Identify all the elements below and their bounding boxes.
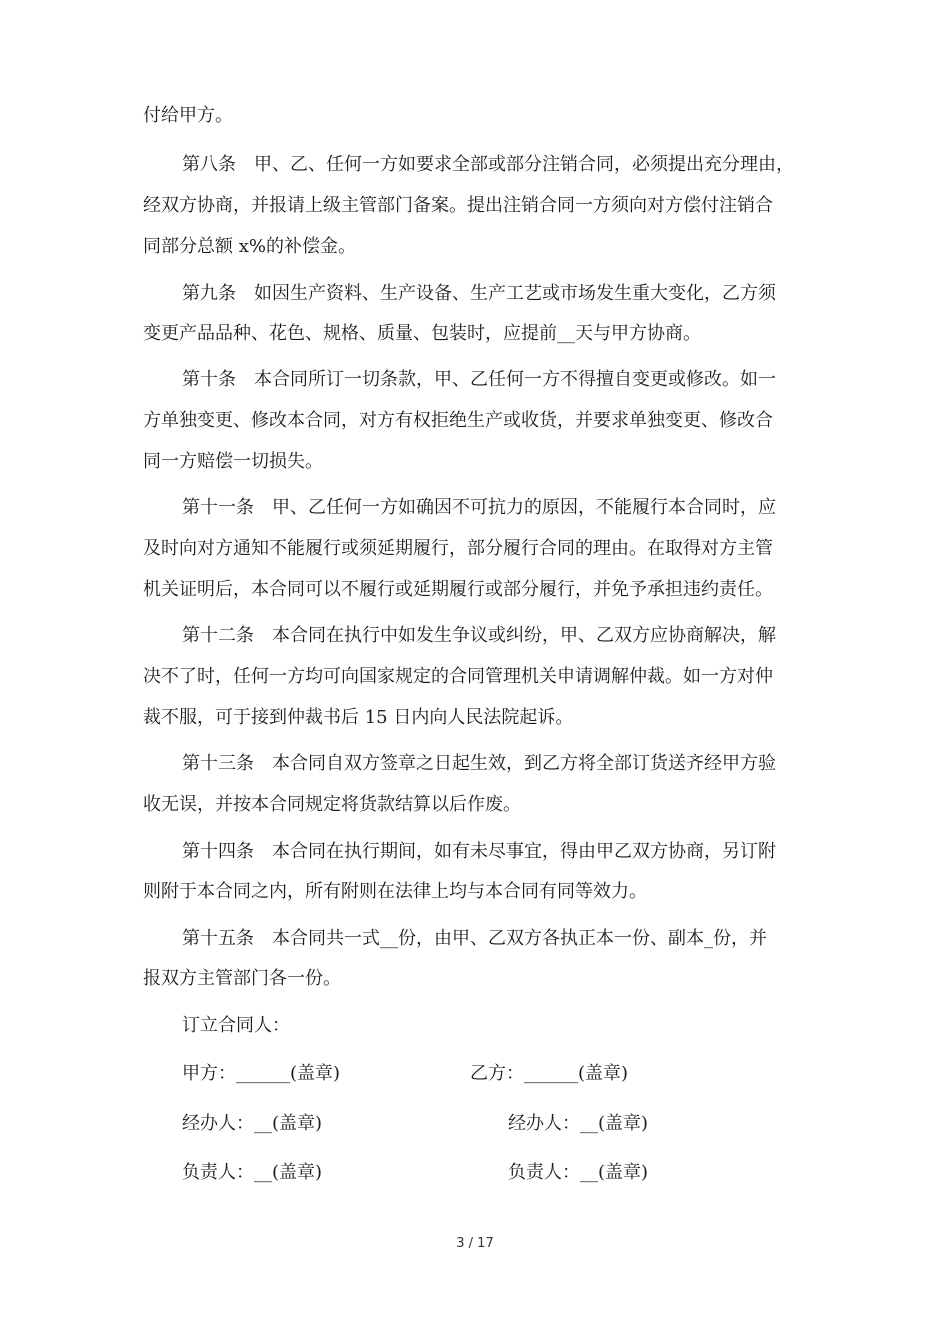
article-8-line: 经双方协商，并报请上级主管部门备案。提出注销合同一方须向对方偿付注销合 bbox=[143, 195, 773, 216]
article-11-line: 第十一条 甲、乙任何一方如确因不可抗力的原因，不能履行本合同时，应 bbox=[182, 497, 776, 518]
party-a-signature: 甲方：______(盖章) bbox=[182, 1063, 341, 1084]
head-a-signature: 负责人：__(盖章) bbox=[182, 1162, 323, 1183]
article-9-line: 变更产品品种、花色、规格、质量、包装时，应提前__天与甲方协商。 bbox=[143, 323, 701, 344]
article-13-line: 收无误，并按本合同规定将货款结算以后作废。 bbox=[143, 794, 521, 815]
article-12-line: 决不了时，任何一方均可向国家规定的合同管理机关申请调解仲裁。如一方对仲 bbox=[143, 666, 773, 687]
signatories-heading: 订立合同人： bbox=[182, 1015, 290, 1036]
article-11-line: 机关证明后，本合同可以不履行或延期履行或部分履行，并免予承担违约责任。 bbox=[143, 579, 773, 600]
article-12-line: 裁不服，可于接到仲裁书后 15 日内向人民法院起诉。 bbox=[143, 707, 574, 728]
article-12-line: 第十二条 本合同在执行中如发生争议或纠纷，甲、乙双方应协商解决，解 bbox=[182, 625, 776, 646]
article-14-line: 第十四条 本合同在执行期间，如有未尽事宜，得由甲乙双方协商，另订附 bbox=[182, 841, 776, 862]
article-8-line: 同部分总额 x%的补偿金。 bbox=[143, 236, 356, 257]
party-b-signature: 乙方：______(盖章) bbox=[470, 1063, 629, 1084]
agent-a-signature: 经办人：__(盖章) bbox=[182, 1113, 323, 1134]
article-14-line: 则附于本合同之内，所有附则在法律上均与本合同有同等效力。 bbox=[143, 881, 647, 902]
head-b-signature: 负责人：__(盖章) bbox=[508, 1162, 649, 1183]
article-11-line: 及时向对方通知不能履行或须延期履行，部分履行合同的理由。在取得对方主管 bbox=[143, 538, 773, 559]
article-9-line: 第九条 如因生产资料、生产设备、生产工艺或市场发生重大变化，乙方须 bbox=[182, 283, 776, 304]
page-number: 3 / 17 bbox=[456, 1236, 494, 1251]
paragraph-line: 付给甲方。 bbox=[143, 105, 233, 126]
agent-b-signature: 经办人：__(盖章) bbox=[508, 1113, 649, 1134]
article-13-line: 第十三条 本合同自双方签章之日起生效，到乙方将全部订货送齐经甲方验 bbox=[182, 753, 776, 774]
article-15-line: 第十五条 本合同共一式__份，由甲、乙双方各执正本一份、副本_份，并 bbox=[182, 928, 767, 949]
article-10-line: 方单独变更、修改本合同，对方有权拒绝生产或收货，并要求单独变更、修改合 bbox=[143, 410, 773, 431]
article-10-line: 第十条 本合同所订一切条款，甲、乙任何一方不得擅自变更或修改。如一 bbox=[182, 369, 776, 390]
article-15-line: 报双方主管部门各一份。 bbox=[143, 968, 341, 989]
article-8-line: 第八条 甲、乙、任何一方如要求全部或部分注销合同，必须提出充分理由， bbox=[182, 154, 794, 175]
article-10-line: 同一方赔偿一切损失。 bbox=[143, 451, 323, 472]
